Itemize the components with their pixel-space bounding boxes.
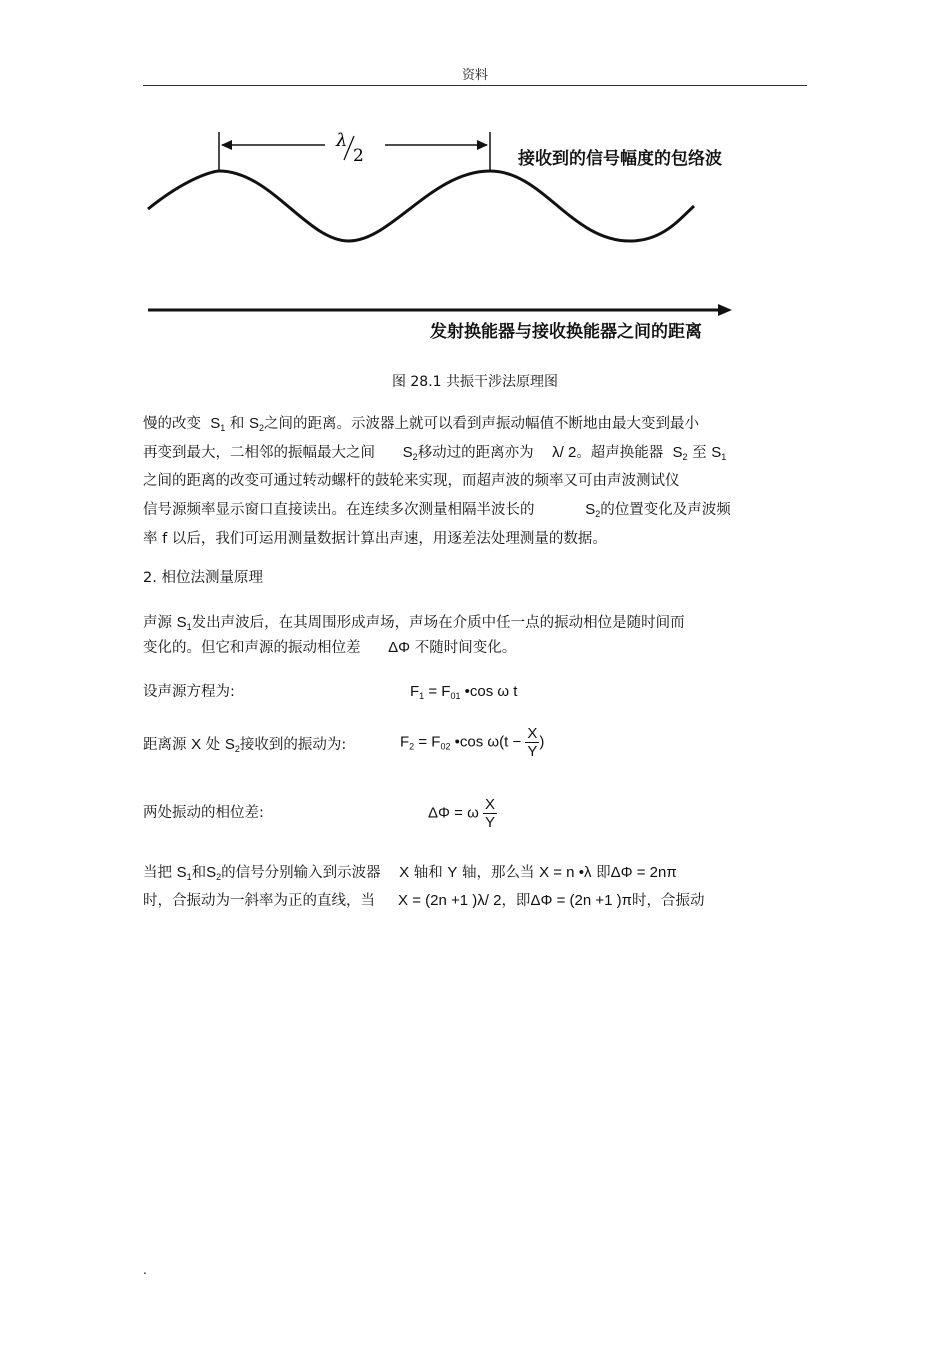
para1-line3: 之间的距离的改变可通过转动螺杆的鼓轮来实现，而超声波的频率又可由声波测试仪 [143,473,680,489]
eq2-fraction: $\frac{X}{Y}$ [527,725,538,760]
para1-line2: 再变到最大，二相邻的振幅最大之间 $S_2$移动过的距离亦为 λ/ 2。超声换能器 $S_2$ 至 $S_1$ [143,444,727,462]
lambda-denominator: 2 [353,146,364,166]
eq3-label: 两处振动的相位差: [143,805,264,821]
eq2-formula: $F_2 = F_{02}$ •cos ω(t − $\frac{X}{Y}$ ) [400,725,545,760]
wave-label: 接收到的信号幅度的包络波 [518,149,722,169]
distance-axis-label: 发射换能器与接收换能器之间的距离 [430,322,702,342]
eq1-label: 设声源方程为: [143,684,235,700]
lambda-symbol: λ [336,130,348,151]
distance-axis-arrowhead [718,304,732,316]
footer-dot: . [143,1263,147,1277]
page-header: 资料 [461,68,488,83]
section2-title: 2. 相位法测量原理 [143,570,263,586]
header-rule [143,85,807,86]
para1-line1: 慢的改变 $S_1$ 和 $S_2$之间的距离。示波器上就可以看到声振动幅值不断地由最大变到最小 [143,415,699,433]
para1-line5: 率 f 以后，我们可运用测量数据计算出声速，用逐差法处理测量的数据。 [143,531,607,547]
eq3-formula: ΔΦ = ω $\frac{X}{Y}$ [428,796,495,831]
arrowhead-left [221,140,232,150]
resonance-figure [140,120,780,350]
para3-line1: 当把 $S_1$和$S_2$的信号分别输入到示波器 X 轴和 Y 轴，那么当 X = n •λ 即ΔΦ = 2nπ [143,864,677,882]
eq1-formula: $F_1 = F_{01}$ •cos ω t [410,683,518,701]
para2-line1: 声源 $S_1$发出声波后，在其周围形成声场，声场在介质中任一点的振动相位是随时间而 [143,614,685,632]
para3-line2: 时，合振动为一斜率为正的直线，当 X = (2n +1 )λ/ 2，即ΔΦ = (2n +1 )π时，合振动 [143,892,705,909]
para1-line4: 信号源频率显示窗口直接读出。在连续多次测量相隔半波长的 $S_2$的位置变化及声波频 [143,501,731,519]
eq3-fraction: $\frac{X}{Y}$ [484,796,495,831]
figure-caption: 图 28.1 共振干涉法原理图 [391,374,559,390]
para2-line2: 变化的。但它和声源的振动相位差 ΔΦ 不随时间变化。 [143,639,517,656]
eq2-label: 距离源 X 处 $S_2$接收到的振动为: [143,736,347,754]
envelope-wave [148,171,694,241]
arrowhead-right [477,140,488,150]
